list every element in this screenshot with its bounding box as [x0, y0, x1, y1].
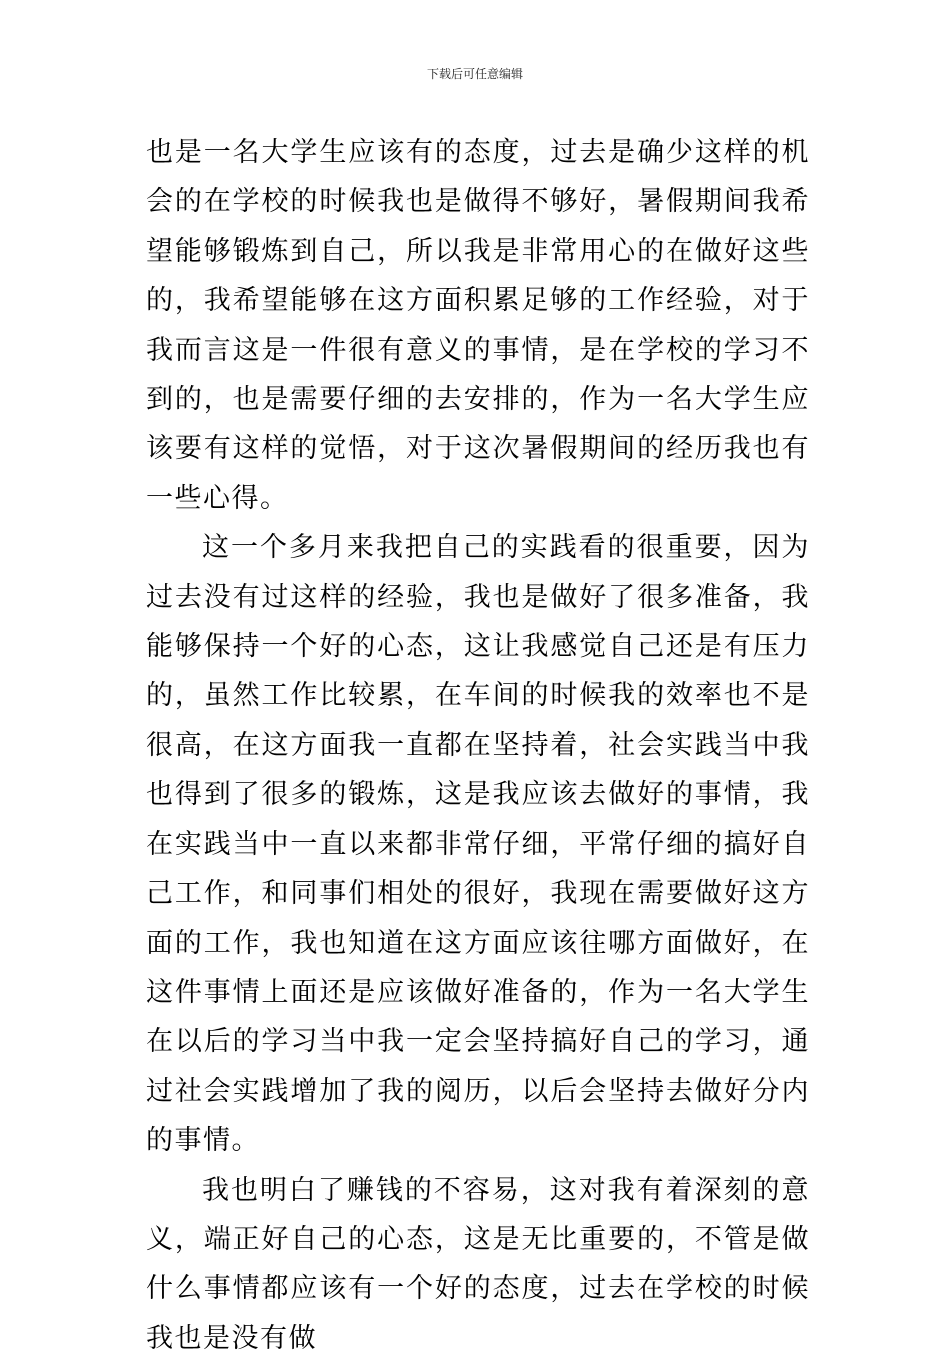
page-header-note: 下载后可任意编辑	[426, 67, 523, 81]
paragraph-2: 这一个多月来我把自己的实践看的很重要，因为过去没有过这样的经验，我也是做好了很多准备，我能够保持一个好的心态，这让我感觉自己还是有压力的，虽然工作比较累，在车间的时候我的效率也不是很高，在这方面我一直都在坚持着，社会实践当中我也得到了很多的锻炼，这是我应该去做好的事情，我在实践当中一直以来都非常仔细，平常仔细的搞好自己工作，和同事们相处的很好，我现在需要做好这方面的工作，我也知道在这方面应该往哪方面做好，在这件事情上面还是应该做好准备的，作为一名大学生在以后的学习当中我一定会坚持搞好自己的学习，通过社会实践增加了我的阅历，以后会坚持去做好分内的事情。	[146, 532, 810, 1157]
paragraph-1: 也是一名大学生应该有的态度，过去是确少这样的机会的在学校的时候我也是做得不够好，暑假期间我希望能够锻炼到自己，所以我是非常用心的在做好这些的，我希望能够在这方面积累足够的工作经验，对于我而言这是一件很有意义的事情，是在学校的学习不到的，也是需要仔细的去安排的，作为一名大学生应该要有这样的觉悟，对于这次暑假期间的经历我也有一些心得。	[146, 137, 810, 514]
document-body	[146, 128, 810, 1363]
paragraph-3: 我也明白了赚钱的不容易，这对我有着深刻的意义，端正好自己的心态，这是无比重要的，不管是做什么事情都应该有一个好的态度，过去在学校的时候我也是没有做	[146, 1174, 810, 1354]
